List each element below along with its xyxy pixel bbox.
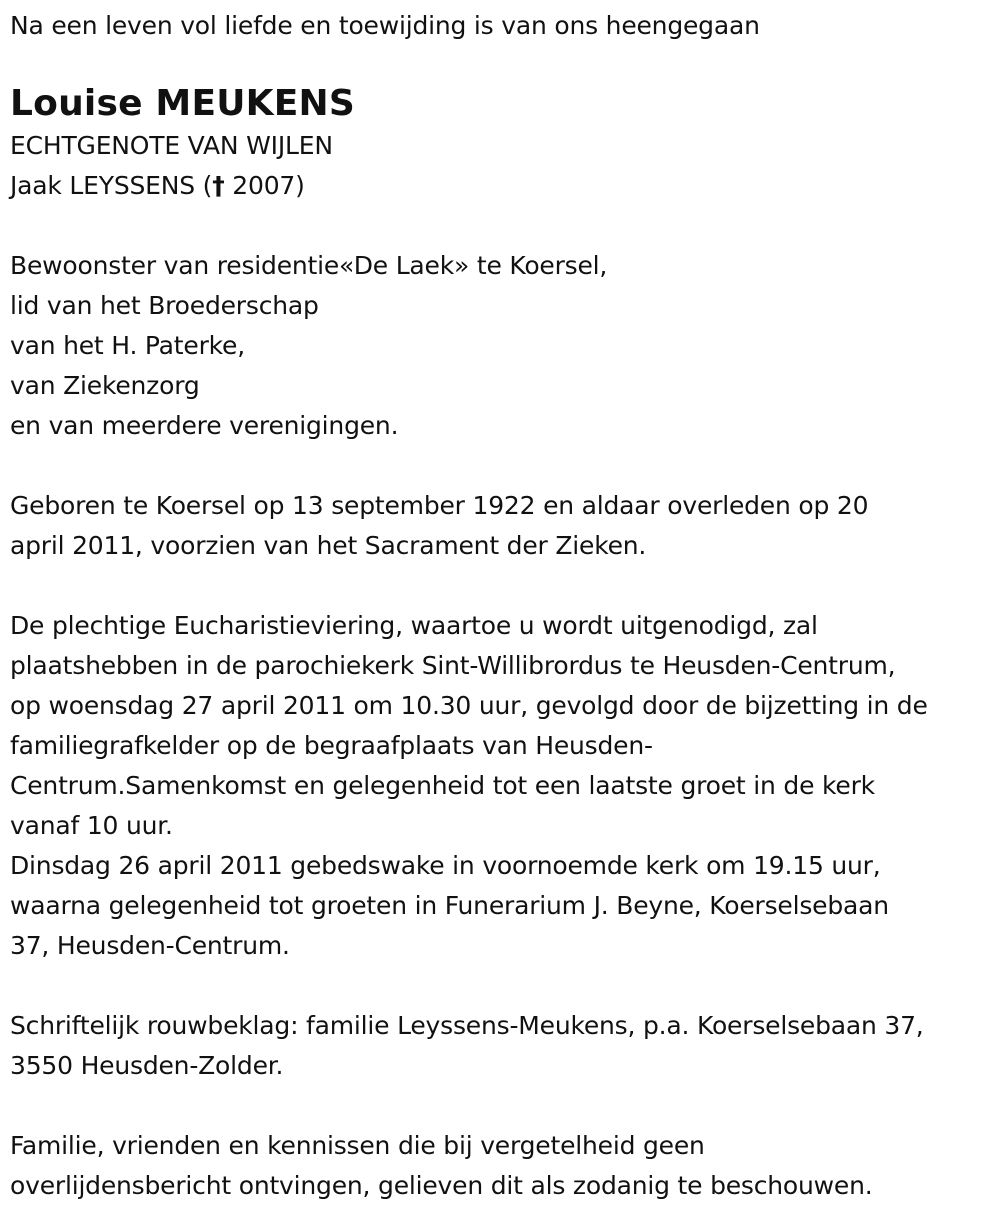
spouse-line <box>10 166 1000 206</box>
ceremony-line: plaatshebben in de parochiekerk Sint-Willibrordus te Heusden-Centrum, <box>10 651 896 680</box>
condolences-line: Schriftelijk rouwbeklag: familie Leyssens-Meukens, p.a. Koerselsebaan 37, <box>10 1011 924 1040</box>
spacer <box>10 1086 1000 1126</box>
ceremony-block <box>10 606 1000 966</box>
affiliations-block <box>10 246 1000 446</box>
closing-block <box>10 1126 1000 1206</box>
condolences-block <box>10 1006 1000 1086</box>
ceremony-line: familiegrafkelder op de begraafplaats van Heusden- <box>10 731 653 760</box>
affiliation-line: en van meerdere verenigingen. <box>10 411 399 440</box>
affiliation-line: van Ziekenzorg <box>10 371 200 400</box>
affiliation-line: Bewoonster van residentie«De Laek» te Koersel, <box>10 251 608 280</box>
ceremony-line: vanaf 10 uur. <box>10 811 173 840</box>
spouse-name: Jaak LEYSSENS ( <box>10 171 213 200</box>
spacer <box>10 206 1000 246</box>
birth-death-block <box>10 486 1000 566</box>
intro-text: Na een leven vol liefde en toewijding is van ons heengegaan <box>10 11 760 40</box>
affiliation-line: van het H. Paterke, <box>10 331 245 360</box>
ceremony-line: 37, Heusden-Centrum. <box>10 931 290 960</box>
cross-icon: † <box>212 171 225 200</box>
condolences-line: 3550 Heusden-Zolder. <box>10 1051 284 1080</box>
spacer <box>10 566 1000 606</box>
relation-text: ECHTGENOTE VAN WIJLEN <box>10 131 333 160</box>
ceremony-line: De plechtige Eucharistieviering, waartoe u wordt uitgenodigd, zal <box>10 611 818 640</box>
closing-line: overlijdensbericht ontvingen, gelieven dit als zodanig te beschouwen. <box>10 1171 873 1200</box>
closing-line: Familie, vrienden en kennissen die bij vergetelheid geen <box>10 1131 705 1160</box>
birth-death-line: Geboren te Koersel op 13 september 1922 en aldaar overleden op 20 <box>10 491 869 520</box>
spouse-death-year: 2007) <box>224 171 305 200</box>
spacer <box>10 966 1000 1006</box>
ceremony-line: waarna gelegenheid tot groeten in Funerarium J. Beyne, Koerselsebaan <box>10 891 889 920</box>
ceremony-line: Dinsdag 26 april 2011 gebedswake in voornoemde kerk om 19.15 uur, <box>10 851 881 880</box>
ceremony-line: Centrum.Samenkomst en gelegenheid tot een laatste groet in de kerk <box>10 771 875 800</box>
birth-death-line: april 2011, voorzien van het Sacrament der Zieken. <box>10 531 647 560</box>
spacer <box>10 446 1000 486</box>
ceremony-line: op woensdag 27 april 2011 om 10.30 uur, gevolgd door de bijzetting in de <box>10 691 928 720</box>
deceased-name: Louise MEUKENS <box>10 83 356 124</box>
affiliation-line: lid van het Broederschap <box>10 291 319 320</box>
